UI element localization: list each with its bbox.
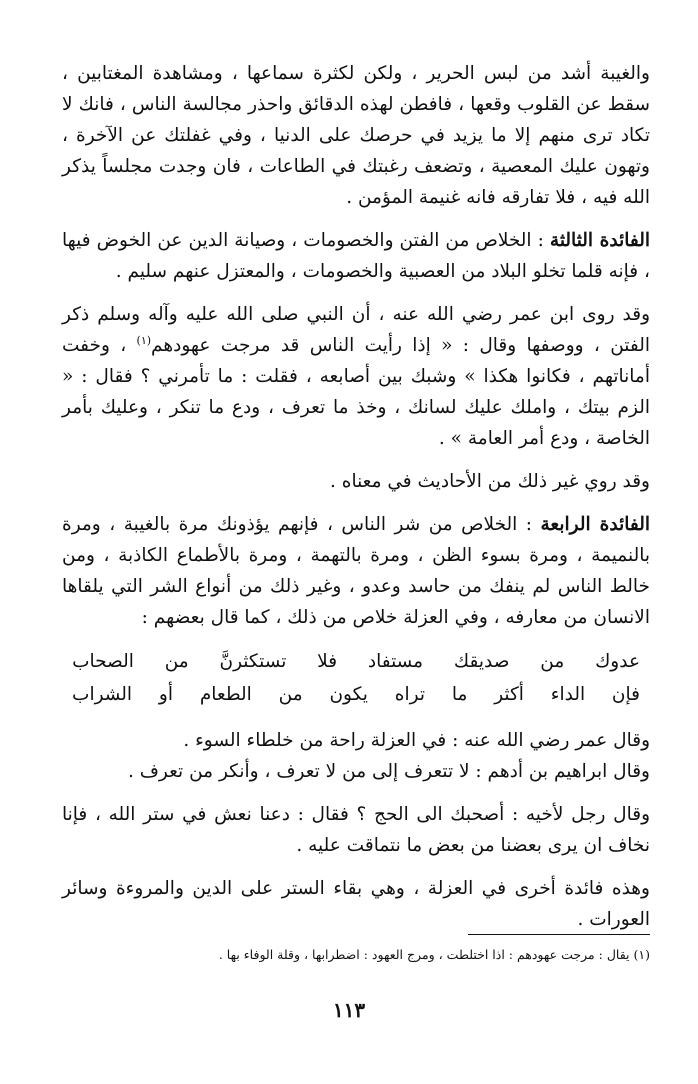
paragraph-ibrahim-quote: وقال ابراهيم بن أدهم : لا تتعرف إلى من لا تعرف ، وأنكر من تعرف . (127, 761, 650, 782)
verse-word: من (540, 651, 565, 672)
footnote-divider (468, 934, 650, 935)
fourth-benefit-heading: الفائدة الرابعة (540, 514, 650, 535)
paragraph-fourth-benefit (62, 509, 650, 633)
footnote-marker[interactable]: (١) (136, 333, 152, 347)
verse-word: فإن (611, 684, 640, 705)
third-benefit-text: : الخلاص من الفتن والخصومات ، وصيانة الدين عن الخوض فيها ، فإنه قلما تخلو البلاد من العصبية والخصومات ، والمعتزل عنهم سليم . (62, 230, 650, 282)
paragraph-umar-quote: وقال عمر رضي الله عنه : في العزلة راحة من خلطاء السوء . (183, 730, 650, 751)
footnote: (١) يقال : مرجت عهودهم : اذا اختلطت ، ومرج العهود : اضطرابها ، وقلة الوفاء بها . (218, 947, 650, 962)
hadith-text-part1: وقد روى ابن عمر رضي الله عنه ، أن النبي صلى الله عليه وآله وسلم ذكر الفتن ، ووصفها وقال : « إذا رأيت الناس قد مرجت عهودهم (62, 304, 650, 356)
hadith-text-part2: ، وخفت أماناتهم ، فكانوا هكذا » وشبك بين أصابعه ، فقلت : ما تأمرني ؟ فقال : « الزم بيتك ، واملك عليك لسانك ، وخذ ما تعرف ، ودع ما تنكر ، وعليك بأمر الخاصة ، ودع أمر العامة » . (62, 335, 650, 449)
verse-word: فلا (317, 651, 338, 672)
verse-word: عدوك (595, 651, 640, 672)
verse-word: أو (158, 684, 173, 705)
verse-word: يكون (329, 684, 368, 705)
verse-word: تراه (394, 684, 425, 705)
verse-word: أكثر (494, 684, 524, 705)
verse-line-2 (72, 678, 640, 711)
poetry-verse (62, 645, 650, 711)
page-number: ١١٣ (332, 998, 366, 1022)
verse-word: تستكثرنَّ (219, 651, 287, 672)
fourth-benefit-text: : الخلاص من شر الناس ، فإنهم يؤذونك مرة بالغيبة ، ومرة بالنميمة ، ومرة بسوء الظن ، ومرة بالتهمة ، ومرة بالأطماع الكاذبة ، ومن خالط الناس لم ينفك من حاسد وعدو ، وغير ذلك من أنواع الشر التي يلقاها الانسان من معارفه ، وفي العزلة خلاص من ذلك ، كما قال بعضهم : (62, 514, 650, 628)
verse-word: من (278, 684, 303, 705)
third-benefit-heading: الفائدة الثالثة (549, 230, 650, 251)
verse-word: الطعام (199, 684, 252, 705)
verse-word: الشراب (72, 684, 133, 705)
verse-word: الداء (550, 684, 586, 705)
paragraph-other-hadiths: وقد روي غير ذلك من الأحاديث في معناه . (329, 471, 650, 492)
verse-line-1 (72, 645, 640, 678)
paragraph-third-benefit (62, 225, 650, 287)
body-text (62, 58, 650, 947)
paragraph-ibn-umar-hadith (62, 299, 650, 454)
paragraph-another-benefit: وهذه فائدة أخرى في العزلة ، وهي بقاء الستر على الدين والمروءة وسائر العورات . (62, 878, 650, 930)
verse-word: صديقك (453, 651, 510, 672)
verse-word: ما (451, 684, 468, 705)
verse-word: مستفاد (367, 651, 424, 672)
verse-word: الصحاب (72, 651, 134, 672)
paragraph-gheeba: والغيبة أشد من لبس الحرير ، ولكن لكثرة سماعها ، ومشاهدة المغتابين ، سقط عن القلوب وقعها ، فافطن لهذه الدقائق واحذر مجالسة الناس ، فانك لا تكاد ترى منهم إلا ما يزيد في حرصك على الدنيا ، وفي غفلتك عن الآخرة ، وتهون عليك المعصية ، وتضعف رغبتك في الطاعات ، فان وجدت مجلساً يذكر الله فيه ، فلا تفارقه فانه غنيمة المؤمن . (62, 63, 650, 208)
paragraph-hajj-quote: وقال رجل لأخيه : أصحبك الى الحج ؟ فقال : دعنا نعش في ستر الله ، فإنا نخاف ان يرى بعضنا من بعض ما نتماقت عليه . (62, 804, 650, 856)
verse-word: من (164, 651, 189, 672)
